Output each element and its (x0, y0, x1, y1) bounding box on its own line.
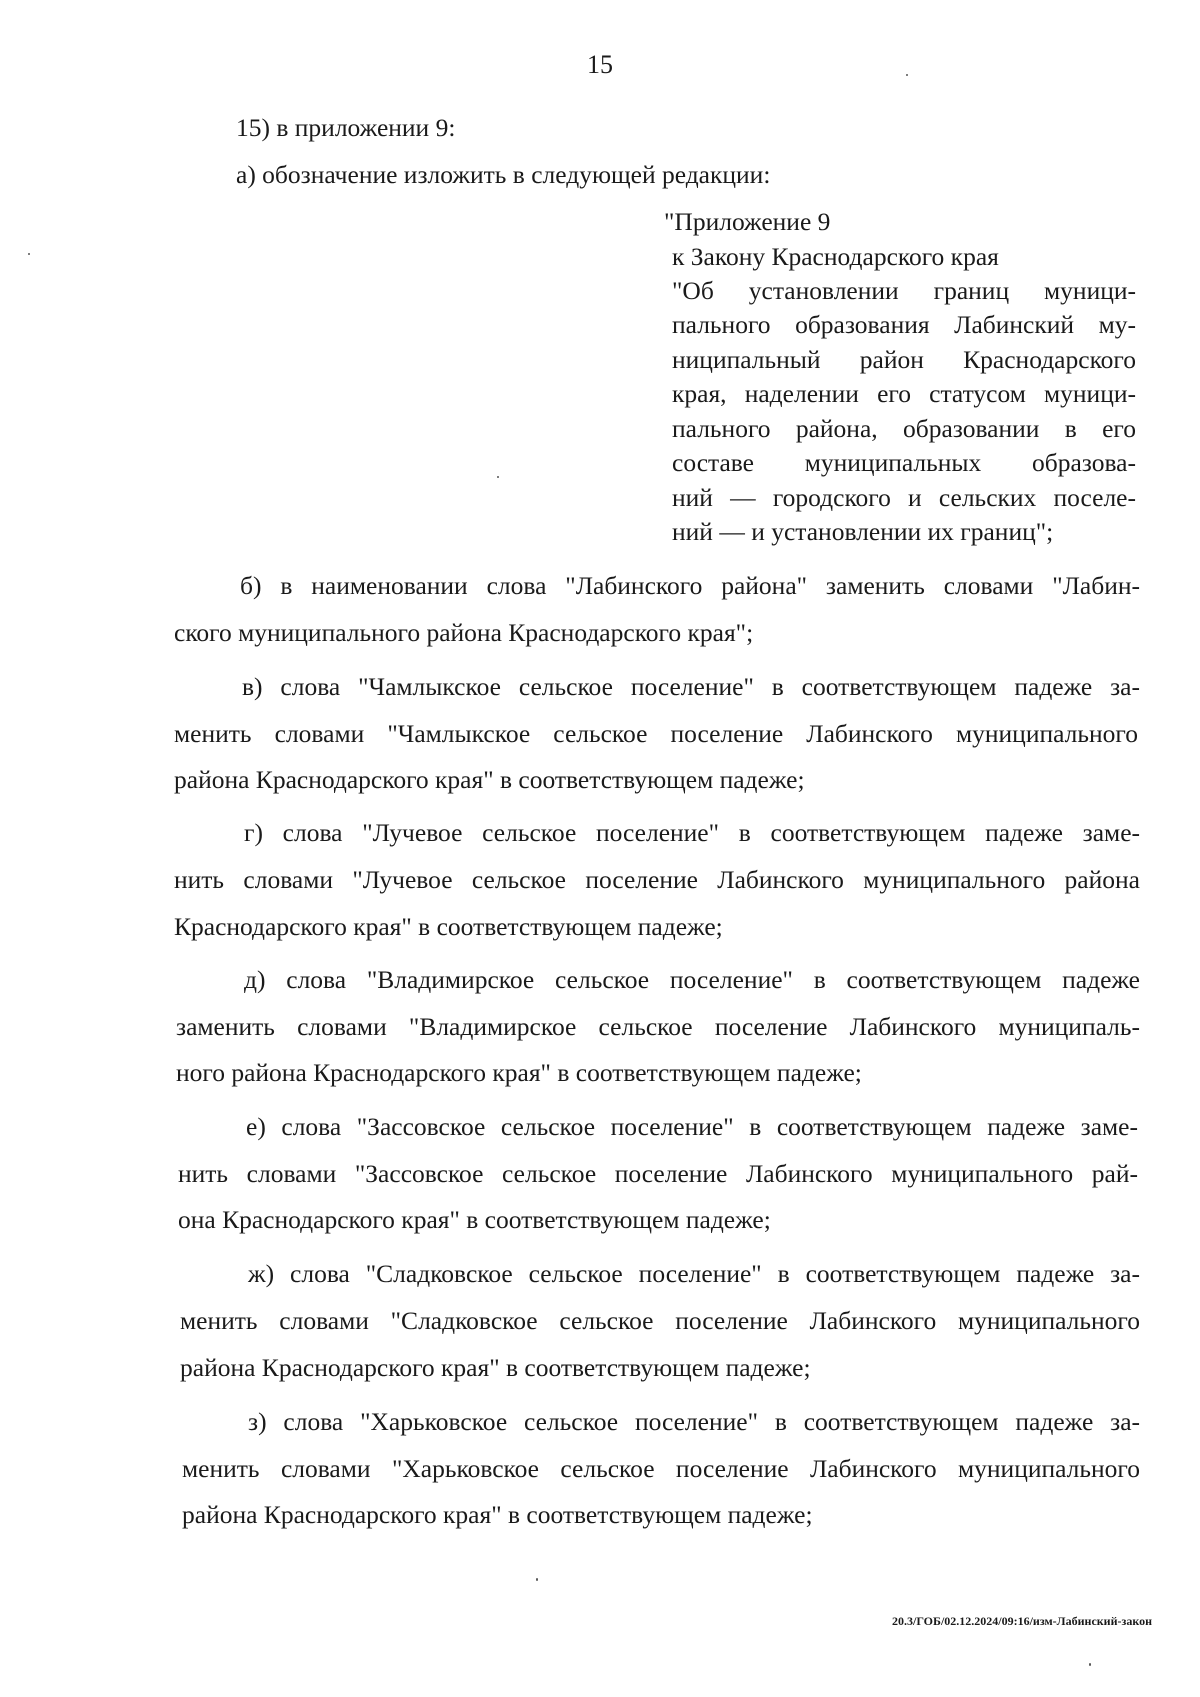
scan-speck (497, 476, 499, 478)
document-footer-code: 20.3/ГОБ/02.12.2024/09:16/изм-Лабинский-закон (892, 1614, 1152, 1628)
paragraph-line: Краснодарского края" в соответствующем падеже; (174, 912, 723, 941)
paragraph-line: района Краснодарского края" в соответствующем падеже; (182, 1500, 813, 1529)
annex-line: ниципальный район Краснодарского (672, 345, 1136, 374)
paragraph-line: менить словами "Сладковское сельское поселение Лабинского муниципального (180, 1306, 1140, 1335)
paragraph-line: нить словами "Лучевое сельское поселение Лабинского муниципального района (174, 865, 1140, 894)
paragraph-line: з) слова "Харьковское сельское поселение" в соответствующем падеже за- (248, 1407, 1140, 1436)
paragraph-line: в) слова "Чамлыкское сельское поселение" в соответствующем падеже за- (242, 672, 1140, 701)
paragraph-line: г) слова "Лучевое сельское поселение" в соответствующем падеже заме- (244, 818, 1140, 847)
scan-speck (536, 1578, 538, 1581)
paragraph-line: д) слова "Владимирское сельское поселение" в соответствующем падеже (244, 965, 1140, 994)
paragraph-line: заменить словами "Владимирское сельское поселение Лабинского муниципаль- (176, 1012, 1140, 1041)
paragraph-line: менить словами "Харьковское сельское поселение Лабинского муниципального (182, 1454, 1140, 1483)
annex-line: "Приложение 9 (664, 207, 831, 236)
scan-speck (28, 253, 30, 255)
item-a-text: а) обозначение изложить в следующей редакции: (236, 160, 771, 189)
paragraph-line: нить словами "Зассовское сельское поселение Лабинского муниципального рай- (178, 1159, 1138, 1188)
page-number: 15 (587, 50, 613, 79)
paragraph-line: района Краснодарского края" в соответствующем падеже; (174, 765, 805, 794)
paragraph-line: ж) слова "Сладковское сельское поселение" в соответствующем падеже за- (248, 1259, 1140, 1288)
annex-line: ний — городского и сельских поселе- (672, 483, 1136, 512)
paragraph-line: е) слова "Зассовское сельское поселение" в соответствующем падеже заме- (246, 1112, 1138, 1141)
paragraph-line: района Краснодарского края" в соответствующем падеже; (180, 1353, 811, 1382)
paragraph-line: она Краснодарского края" в соответствующем падеже; (178, 1205, 771, 1234)
scan-speck (906, 74, 908, 76)
annex-line: ний — и установлении их границ"; (672, 517, 1054, 546)
item-15-heading: 15) в приложении 9: (236, 113, 456, 142)
annex-line: "Об установлении границ муници- (672, 276, 1136, 305)
paragraph-line: б) в наименовании слова "Лабинского района" заменить словами "Лабин- (240, 571, 1140, 600)
paragraph-line: ского муниципального района Краснодарского края"; (174, 618, 754, 647)
annex-line: пального образования Лабинский му- (672, 310, 1136, 339)
annex-line: пального района, образовании в его (672, 414, 1136, 443)
paragraph-line: менить словами "Чамлыкское сельское поселение Лабинского муниципального (174, 719, 1138, 748)
paragraph-line: ного района Краснодарского края" в соответствующем падеже; (176, 1058, 862, 1087)
annex-line: составе муниципальных образова- (672, 448, 1136, 477)
annex-line: края, наделении его статусом муници- (672, 379, 1136, 408)
scan-speck (1089, 1663, 1091, 1666)
annex-line: к Закону Краснодарского края (672, 242, 999, 271)
